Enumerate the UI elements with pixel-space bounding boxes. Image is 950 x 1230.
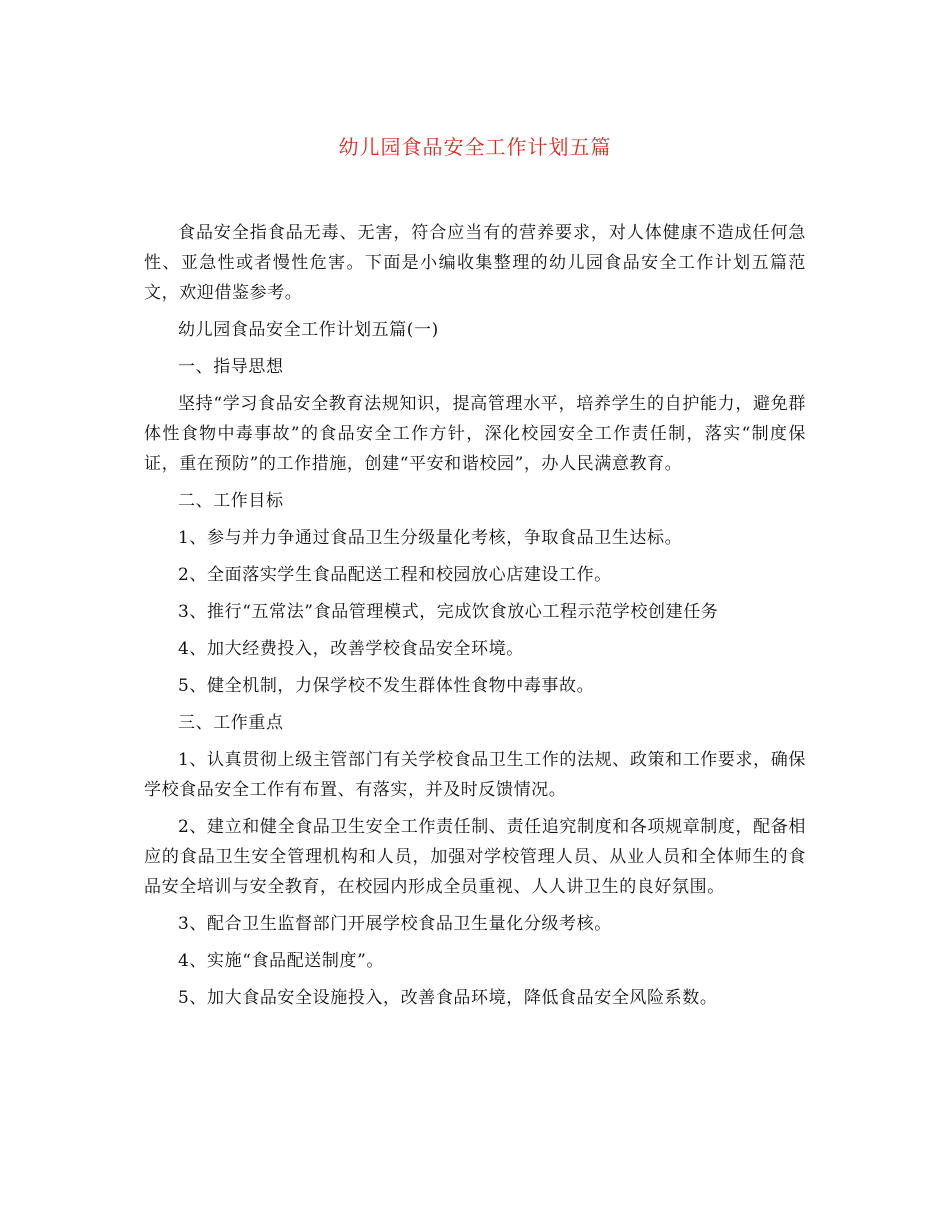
focus-item: 5、加大食品安全设施投入，改善食品环境，降低食品安全风险系数。 (178, 988, 718, 1008)
heading-guiding-ideology: 一、指导思想 (178, 357, 284, 377)
heading-work-focus: 三、工作重点 (178, 713, 284, 733)
intro-paragraph: 食品安全指食品无毒、无害，符合应当有的营养要求，对人体健康不造成任何急性、亚急性或者慢性危害。下面是小编收集整理的幼儿园食品安全工作计划五篇范文，欢迎借鉴参考。 (144, 223, 806, 303)
guiding-ideology-paragraph: 坚持“学习食品安全教育法规知识，提高管理水平，培养学生的自护能力，避免群体性食物中毒事故”的食品安全工作方针，深化校园安全工作责任制，落实“制度保证，重在预防”的工作措施，创建“平安和谐校园”，办人民满意教育。 (144, 394, 806, 474)
goal-item: 4、加大经费投入，改善学校食品安全环境。 (178, 639, 524, 659)
focus-item: 1、认真贯彻上级主管部门有关学校食品卫生工作的法规、政策和工作要求，确保学校食品安全工作有布置、有落实，并及时反馈情况。 (144, 750, 806, 800)
goal-item: 5、健全机制，力保学校不发生群体性食物中毒事故。 (178, 676, 595, 696)
goal-item: 2、全面落实学生食品配送工程和校园放心店建设工作。 (178, 565, 612, 585)
goal-item: 3、推行“五常法”食品管理模式，完成饮食放心工程示范学校创建任务 (178, 602, 719, 622)
document-body (144, 218, 806, 1020)
focus-item: 3、配合卫生监督部门开展学校食品卫生量化分级考核。 (178, 914, 612, 934)
goal-item: 1、参与并力争通过食品卫生分级量化考核，争取食品卫生达标。 (178, 528, 683, 548)
focus-item: 4、实施“食品配送制度”。 (178, 951, 384, 971)
section-title: 幼儿园食品安全工作计划五篇(一) (178, 320, 439, 340)
document-title: 幼儿园食品安全工作计划五篇 (338, 135, 612, 159)
heading-work-goals: 二、工作目标 (178, 491, 284, 511)
focus-item: 2、建立和健全食品卫生安全工作责任制、责任追究制度和各项规章制度，配备相应的食品卫生安全管理机构和人员，加强对学校管理人员、从业人员和全体师生的食品安全培训与安全教育，在校园内形成全员重视、人人讲卫生的良好氛围。 (144, 817, 806, 897)
